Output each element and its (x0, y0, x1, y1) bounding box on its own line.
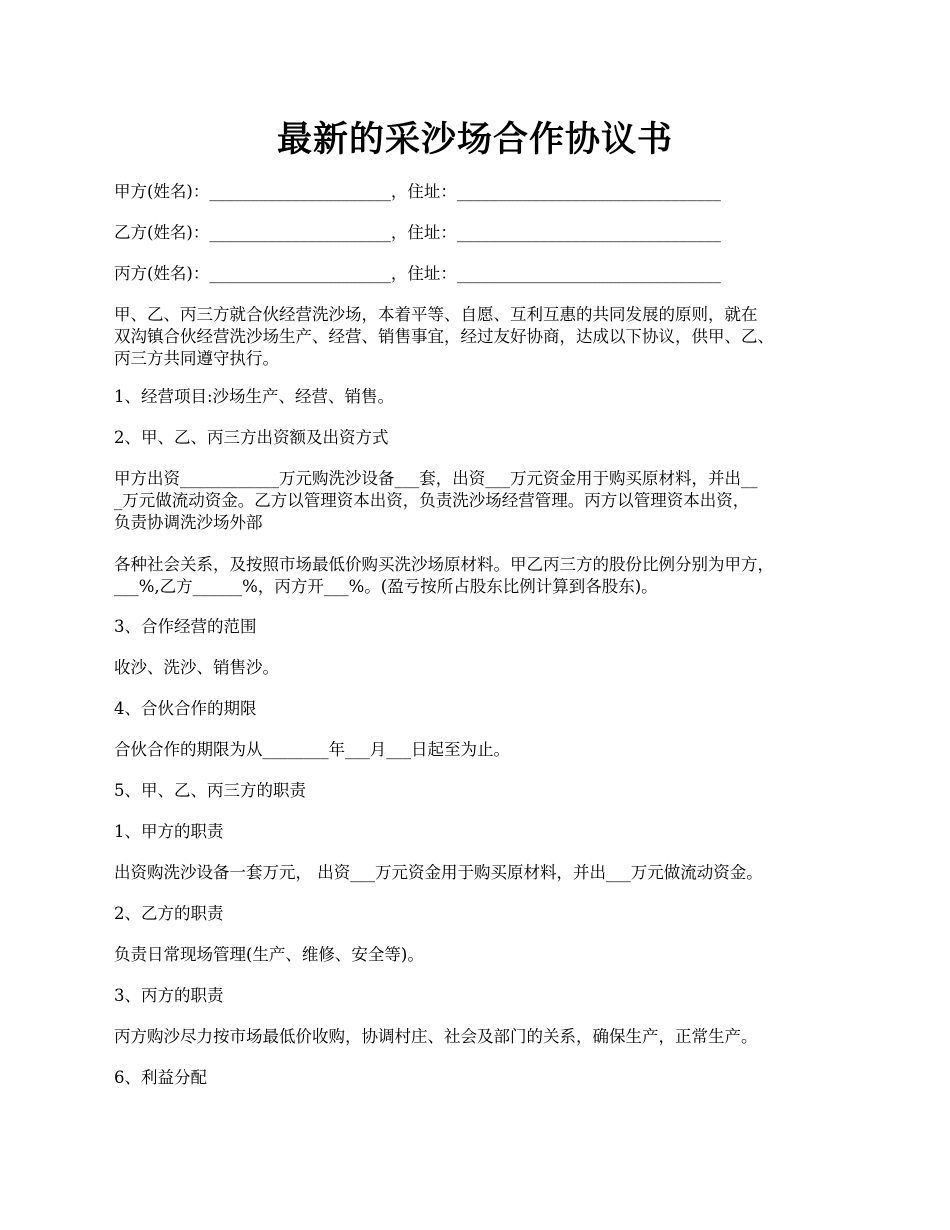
section-2-heading: 2、甲、乙、丙三方出资额及出资方式 (114, 428, 389, 447)
section-3-text: 收沙、洗沙、销售沙。 (114, 658, 279, 677)
party-b-line: 乙方(姓名)：______________________，住址：________________________________ (114, 223, 721, 242)
page-title: 最新的采沙场合作协议书 (276, 119, 673, 160)
party-a-duty-text: 出资购洗沙设备一套万元， 出资___万元资金用于购买原材料，并出___万元做流动资金。 (114, 863, 763, 882)
section-4-heading: 4、合伙合作的期限 (114, 699, 257, 718)
section-2-line: 各种社会关系，及按照市场最低价购买洗沙场原材料。甲乙丙三方的股份比例分别为甲方， (114, 555, 774, 574)
section-2-paragraph-2 (114, 554, 856, 598)
party-b-duty-heading: 2、乙方的职责 (114, 904, 224, 923)
section-3-heading: 3、合作经营的范围 (114, 617, 257, 636)
section-2-line: _万元做流动资金。乙方以管理资本出资，负责洗沙场经营管理。丙方以管理资本出资， (114, 491, 750, 510)
intro-paragraph (114, 304, 856, 370)
section-6-heading: 6、利益分配 (114, 1068, 207, 1087)
intro-line: 丙三方共同遵守执行。 (114, 349, 279, 368)
party-c-duty-heading: 3、丙方的职责 (114, 986, 224, 1005)
party-c-duty-text: 丙方购沙尽力按市场最低价收购，协调村庄、社会及部门的关系，确保生产，正常生产。 (114, 1027, 758, 1046)
section-5-heading: 5、甲、乙、丙三方的职责 (114, 781, 306, 800)
party-c-line: 丙方(姓名)：______________________，住址：________________________________ (114, 264, 721, 283)
section-2-line: 甲方出资____________万元购洗沙设备___套，出资___万元资金用于购买原材料，并出__ (114, 469, 758, 488)
section-2-paragraph (114, 468, 856, 534)
intro-line: 双沟镇合伙经营洗沙场生产、经营、销售事宜，经过友好协商，达成以下协议，供甲、乙、 (114, 327, 774, 346)
intro-line: 甲、乙、丙三方就合伙经营洗沙场，本着平等、自愿、互利互惠的共同发展的原则，就在 (114, 305, 758, 324)
party-a-line: 甲方(姓名)：______________________，住址：________________________________ (114, 182, 721, 201)
section-4-text: 合伙合作的期限为从________年___月___日起至为止。 (114, 740, 510, 759)
section-1-heading: 1、经营项目:沙场生产、经营、销售。 (114, 387, 395, 406)
party-a-duty-heading: 1、甲方的职责 (114, 822, 224, 841)
party-b-duty-text: 负责日常现场管理(生产、维修、安全等)。 (114, 945, 424, 964)
section-2-line: ___%,乙方______%，丙方开___%。(盈亏按所占股东比例计算到各股东)。 (114, 577, 658, 596)
section-2-line: 负责协调洗沙场外部 (114, 513, 263, 532)
